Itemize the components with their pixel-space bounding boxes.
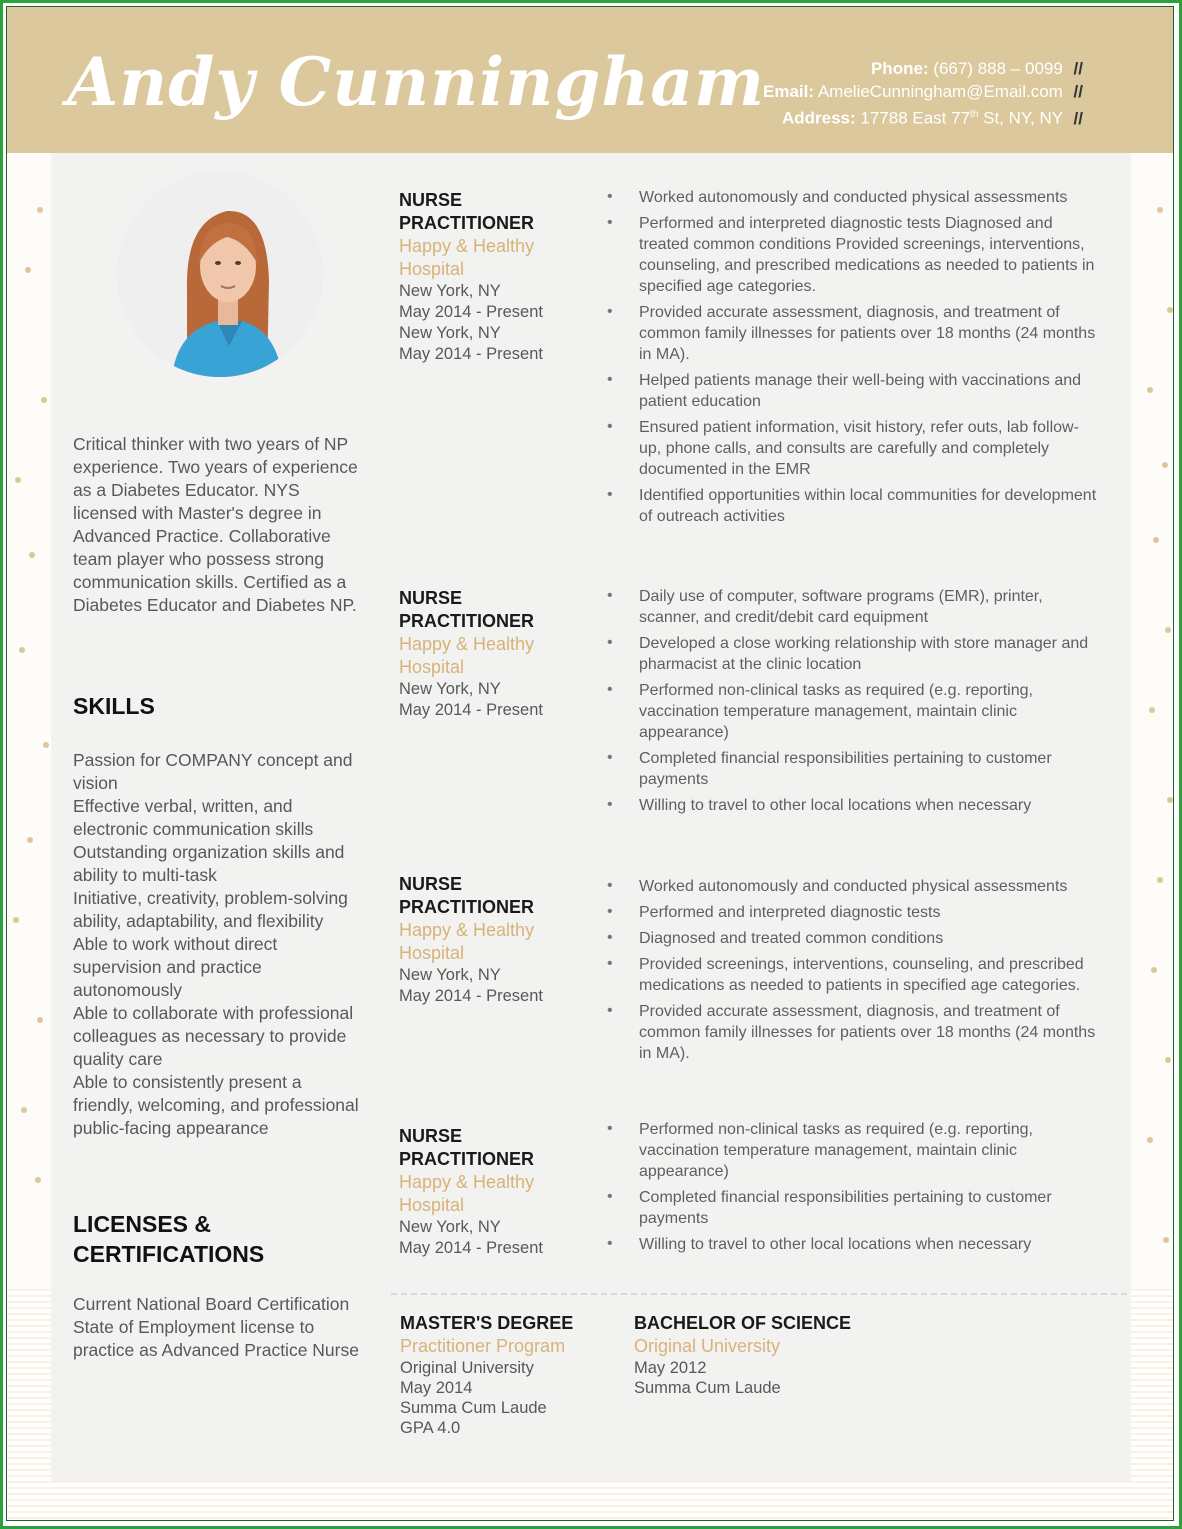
bullet-item: • Performed and interpreted diagnostic tests bbox=[639, 902, 1099, 923]
bullet-item: • Ensured patient information, visit history, refer outs, lab follow-up, phone calls, and consults are carefully and completely documented in the EMR bbox=[639, 417, 1099, 480]
degree-title: BACHELOR OF SCIENCE bbox=[634, 1313, 852, 1333]
contact-email bbox=[763, 80, 1083, 103]
job-company: Hospital bbox=[399, 259, 465, 279]
confetti-dot bbox=[1157, 207, 1163, 213]
confetti-dot bbox=[43, 742, 49, 748]
confetti-dot bbox=[35, 1177, 41, 1183]
job-title: PRACTITIONER bbox=[399, 897, 534, 917]
education-detail: May 2012 bbox=[634, 1359, 707, 1377]
job-title: PRACTITIONER bbox=[399, 213, 534, 233]
bullet-item: • Completed financial responsibilities pertaining to customer payments bbox=[639, 1187, 1099, 1229]
bullet-item: • Identified opportunities within local communities for development of outreach activities bbox=[639, 485, 1099, 527]
education-detail: Summa Cum Laude bbox=[634, 1379, 781, 1397]
address-label: Address: bbox=[781, 108, 856, 128]
confetti-dot bbox=[21, 1107, 27, 1113]
confetti-dot bbox=[19, 647, 25, 653]
portrait-illustration bbox=[117, 171, 323, 377]
address-superscript: th bbox=[970, 109, 979, 120]
confetti-dot bbox=[1151, 967, 1157, 973]
bullet-item: • Provided accurate assessment, diagnosis, and treatment of common family illnesses for patients over 18 months (24 months in MA). bbox=[639, 1001, 1099, 1064]
license-item: State of Employment license to practice as Advanced Practice Nurse bbox=[73, 1317, 359, 1360]
separator: // bbox=[1073, 108, 1083, 128]
separator: // bbox=[1073, 82, 1083, 101]
job-title: NURSE bbox=[399, 190, 463, 210]
confetti-dot bbox=[1147, 1137, 1153, 1143]
skill-item: Able to collaborate with professional colleagues as necessary to provide quality care bbox=[73, 1003, 354, 1069]
bullet-item: • Developed a close working relationship with store manager and pharmacist at the clinic location bbox=[639, 633, 1099, 675]
degree-program: Practitioner Program bbox=[400, 1336, 566, 1356]
job-entry bbox=[399, 873, 599, 1007]
contact-address bbox=[763, 103, 1083, 130]
education-detail: Original University bbox=[400, 1359, 534, 1377]
confetti-dot bbox=[1157, 877, 1163, 883]
job-company: Hospital bbox=[399, 943, 465, 963]
resume-page bbox=[6, 6, 1174, 1521]
bullet-item: • Provided screenings, interventions, counseling, and prescribed medications as needed to patients in specified age categories. bbox=[639, 954, 1099, 996]
confetti-dot bbox=[37, 1017, 43, 1023]
confetti-dot bbox=[41, 397, 47, 403]
confetti-dot bbox=[25, 267, 31, 273]
bullet-item: • Worked autonomously and conducted physical assessments bbox=[639, 876, 1099, 897]
degree-title: MASTER'S DEGREE bbox=[400, 1313, 574, 1333]
email-label: Email: bbox=[763, 82, 815, 101]
job-entry bbox=[399, 1125, 599, 1259]
job-title: NURSE bbox=[399, 874, 463, 894]
job-title: NURSE bbox=[399, 1126, 463, 1146]
job-location: New York, NY bbox=[399, 282, 501, 300]
job-title: NURSE bbox=[399, 588, 463, 608]
email-value[interactable]: AmelieCunningham@Email.com bbox=[817, 82, 1063, 101]
confetti-dot bbox=[1162, 462, 1168, 468]
confetti-dot bbox=[1165, 1057, 1171, 1063]
phone-value: (667) 888 – 0099 bbox=[933, 59, 1063, 78]
skill-item: Initiative, creativity, problem-solving ability, adaptability, and flexibility bbox=[73, 888, 348, 931]
degree-program: Original University bbox=[634, 1336, 781, 1356]
confetti-dot bbox=[13, 917, 19, 923]
confetti-dot bbox=[1163, 1237, 1169, 1243]
confetti-dot bbox=[1147, 387, 1153, 393]
skill-item: Able to consistently present a friendly, welcoming, and professional public-facing appearance bbox=[73, 1072, 359, 1138]
applicant-name: Andy Cunningham bbox=[67, 43, 765, 121]
confetti-dot bbox=[15, 477, 21, 483]
job-company: Hospital bbox=[399, 657, 465, 677]
job-dates: May 2014 - Present bbox=[399, 987, 543, 1005]
job-title: PRACTITIONER bbox=[399, 611, 534, 631]
header-banner bbox=[7, 7, 1173, 153]
bullet-item: • Daily use of computer, software programs (EMR), printer, scanner, and credit/debit card equipment bbox=[639, 586, 1099, 628]
licenses-heading-line1: LICENSES & bbox=[73, 1211, 212, 1237]
job-title: PRACTITIONER bbox=[399, 1149, 534, 1169]
job-entry bbox=[399, 189, 599, 365]
job-dates: May 2014 - Present bbox=[399, 701, 543, 719]
separator: // bbox=[1073, 59, 1083, 78]
bullet-item: • Performed and interpreted diagnostic tests Diagnosed and treated common conditions Provided screenings, interventions, counseling, and prescribed medications as needed to patients in specified age categories. bbox=[639, 213, 1099, 297]
job-bullets bbox=[639, 1119, 1099, 1260]
confetti-dot bbox=[27, 837, 33, 843]
skills-list bbox=[73, 749, 363, 1140]
bullet-item: • Willing to travel to other local locations when necessary bbox=[639, 1234, 1099, 1255]
education-detail: GPA 4.0 bbox=[400, 1419, 461, 1437]
license-item: Current National Board Certification bbox=[73, 1294, 350, 1314]
confetti-dot bbox=[1149, 707, 1155, 713]
bullet-item: • Diagnosed and treated common conditions bbox=[639, 928, 1099, 949]
phone-label: Phone: bbox=[870, 59, 929, 78]
professional-summary: Critical thinker with two years of NP experience. Two years of experience as a Diabetes Educator. NYS licensed with Master's degree in Advanced Practice. Collaborative team player who possess strong communication skills. Certified as a Diabetes Educator and Diabetes NP. bbox=[73, 434, 358, 615]
bullet-item: • Provided accurate assessment, diagnosis, and treatment of common family illnesses for patients over 18 months (24 months in MA). bbox=[639, 302, 1099, 365]
education-entry bbox=[634, 1311, 894, 1398]
job-company: Happy & Healthy bbox=[399, 236, 535, 256]
confetti-dot bbox=[29, 552, 35, 558]
licenses-heading-line2: CERTIFICATIONS bbox=[73, 1241, 265, 1267]
confetti-dot bbox=[37, 207, 43, 213]
education-entry bbox=[400, 1311, 620, 1438]
skill-item: Passion for COMPANY concept and vision bbox=[73, 750, 353, 793]
job-company: Happy & Healthy bbox=[399, 634, 535, 654]
bullet-item: • Helped patients manage their well-being with vaccinations and patient education bbox=[639, 370, 1099, 412]
confetti-dot bbox=[1167, 797, 1173, 803]
job-location: New York, NY bbox=[399, 966, 501, 984]
bullet-item: • Performed non-clinical tasks as required (e.g. reporting, vaccination temperature management, maintain clinic appearance) bbox=[639, 1119, 1099, 1182]
job-location: New York, NY bbox=[399, 324, 501, 342]
profile-photo bbox=[117, 171, 323, 377]
confetti-dot bbox=[1165, 627, 1171, 633]
skills-heading: SKILLS bbox=[73, 693, 155, 719]
confetti-dot bbox=[1167, 307, 1173, 313]
education-detail: Summa Cum Laude bbox=[400, 1399, 547, 1417]
bullet-item: • Willing to travel to other local locations when necessary bbox=[639, 795, 1099, 816]
job-bullets bbox=[639, 876, 1099, 1069]
job-bullets bbox=[639, 187, 1099, 532]
job-company: Happy & Healthy bbox=[399, 920, 535, 940]
job-dates: May 2014 - Present bbox=[399, 345, 543, 363]
job-bullets bbox=[639, 586, 1099, 821]
content-card bbox=[51, 153, 1131, 1481]
confetti-dot bbox=[1153, 537, 1159, 543]
address-value: 17788 East 77 bbox=[860, 108, 971, 128]
job-dates: May 2014 - Present bbox=[399, 1239, 543, 1257]
contact-phone bbox=[763, 57, 1083, 80]
address-value-end: St, NY, NY bbox=[978, 108, 1063, 128]
licenses-heading bbox=[73, 1209, 264, 1269]
contact-block bbox=[763, 57, 1083, 130]
skill-item: Outstanding organization skills and ability to multi-task bbox=[73, 842, 345, 885]
job-location: New York, NY bbox=[399, 1218, 501, 1236]
skill-item: Able to work without direct supervision and practice autonomously bbox=[73, 934, 278, 1000]
bullet-item: • Performed non-clinical tasks as required (e.g. reporting, vaccination temperature management, maintain clinic appearance) bbox=[639, 680, 1099, 743]
skill-item: Effective verbal, written, and electronic communication skills bbox=[73, 796, 314, 839]
job-location: New York, NY bbox=[399, 680, 501, 698]
job-company: Hospital bbox=[399, 1195, 465, 1215]
bullet-item: • Worked autonomously and conducted physical assessments bbox=[639, 187, 1099, 208]
bullet-item: • Completed financial responsibilities pertaining to customer payments bbox=[639, 748, 1099, 790]
job-entry bbox=[399, 587, 599, 721]
job-company: Happy & Healthy bbox=[399, 1172, 535, 1192]
education-detail: May 2014 bbox=[400, 1379, 473, 1397]
job-dates: May 2014 - Present bbox=[399, 303, 543, 321]
licenses-list bbox=[73, 1293, 363, 1362]
section-divider bbox=[391, 1293, 1127, 1295]
